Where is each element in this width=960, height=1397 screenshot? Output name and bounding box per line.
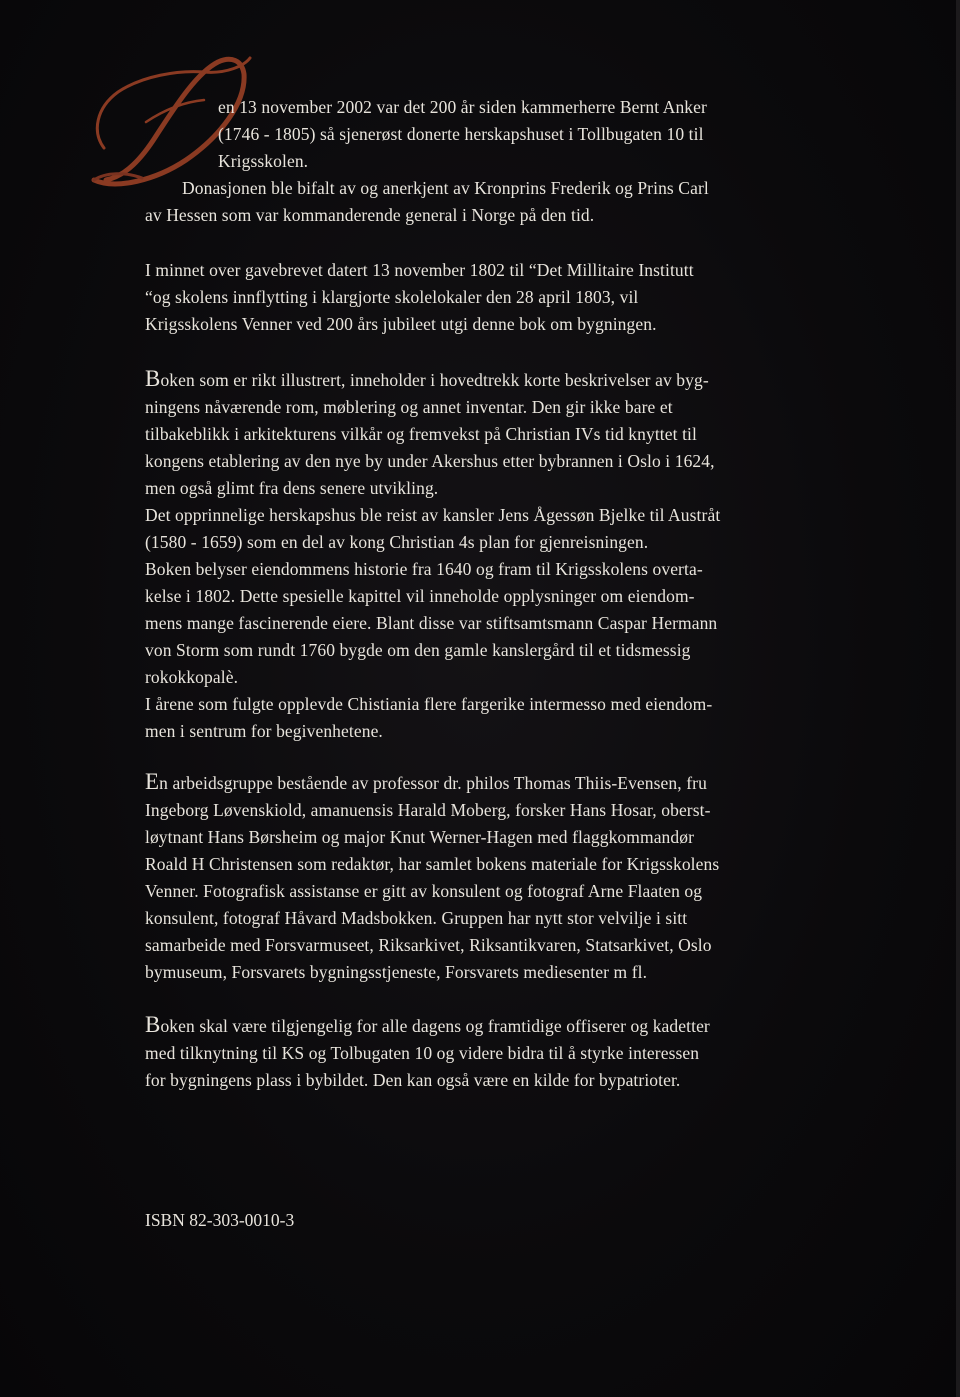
text-line: samarbeide med Forsvarmuseet, Riksarkivet, Riksantikvaren, Statsarkivet, Oslo [145,935,712,955]
text-line: I minnet over gavebrevet datert 13 november 1802 til “Det Millitaire Institutt [145,260,694,280]
text-line: en 13 november 2002 var det 200 år siden kammerherre Bernt Anker [218,97,707,117]
paragraph-initial: E [145,769,160,794]
text-line: Krigsskolens Venner ved 200 års jubileet utgi denne bok om bygningen. [145,314,657,334]
paragraph-initial: B [145,1012,161,1037]
paragraph-purpose [145,1011,785,1094]
text-line: Roald H Christensen som redaktør, har samlet bokens materiale for Krigsskolens [145,854,720,874]
text-line: bymuseum, Forsvarets bygningsstjeneste, Forsvarets mediesenter m fl. [145,962,648,982]
text-line: men i sentrum for begivenhetene. [145,721,383,741]
text-line: løytnant Hans Børsheim og major Knut Werner-Hagen med flaggkommandør [145,827,695,847]
text-line: tilbakeblikk i arkitekturens vilkår og fremvekst på Christian IVs tid knyttet til [145,424,697,444]
text-line: “og skolens innflytting i klargjorte skolelokaler den 28 april 1803, vil [145,287,639,307]
text-line: Det opprinnelige herskapshus ble reist av kansler Jens Ågessøn Bjelke til Austråt [145,505,721,525]
paragraph-working-group [145,768,785,986]
text-line: mens mange fascinerende eiere. Blant disse var stiftsamtsmann Caspar Hermann [145,613,718,633]
paragraph-intro [145,94,785,229]
text-line [145,768,785,797]
paragraph-book-content [145,365,785,745]
text-line: Venner. Fotografisk assistanse er gitt av konsulent og fotograf Arne Flaaten og [145,881,703,901]
text-fragment: oken som er rikt illustrert, inneholder i hovedtrekk korte beskrivelser av byg- [160,370,709,390]
text-line: Boken belyser eiendommens historie fra 1640 og fram til Krigsskolens overta- [145,559,703,579]
text-line: (1746 - 1805) så sjenerøst donerte herskapshuset i Tollbugaten 10 til [218,124,704,144]
text-fragment: n arbeidsgruppe bestående av professor dr. philos Thomas Thiis-Evensen, fru [159,773,707,793]
text-line: kongens etablering av den nye by under Akershus etter bybrannen i Oslo i 1624, [145,451,715,471]
text-line: (1580 - 1659) som en del av kong Christian 4s plan for gjenreisningen. [145,532,649,552]
text-line: med tilknytning til KS og Tolbugaten 10 og videre bidra til å styrke interessen [145,1043,700,1063]
paragraph-initial: B [145,366,161,391]
text-line: Ingeborg Løvenskiold, amanuensis Harald Moberg, forsker Hans Hosar, oberst- [145,800,711,820]
text-line [145,365,785,394]
text-line: rokokkopalè. [145,667,239,687]
text-line: Donasjonen ble bifalt av og anerkjent av Kronprins Frederik og Prins Carl [182,178,709,198]
text-line: von Storm som rundt 1760 bygde om den gamle kanslergård til et tidsmessig [145,640,691,660]
paragraph-dedication [145,257,785,338]
text-line: av Hessen som var kommanderende general i Norge på den tid. [145,205,595,225]
text-line: I årene som fulgte opplevde Chistiania flere fargerike intermesso med eiendom- [145,694,713,714]
text-line: ningens nåværende rom, møblering og annet inventar. Den gir ikke bare et [145,397,673,417]
text-fragment: oken skal være tilgjengelig for alle dagens og framtidige offiserer og kadetter [160,1016,710,1036]
text-line: men også glimt fra dens senere utvikling. [145,478,439,498]
text-line [145,1011,785,1040]
isbn-number: ISBN 82-303-0010-3 [145,1210,295,1230]
text-line: konsulent, fotograf Håvard Madsbokken. Gruppen har nytt stor velvilje i sitt [145,908,688,928]
text-line: for bygningens plass i bybildet. Den kan også være en kilde for bypatrioter. [145,1070,681,1090]
text-line: kelse i 1802. Dette spesielle kapittel vil inneholde opplysninger om eiendom- [145,586,695,606]
text-line: Krigsskolen. [218,151,309,171]
